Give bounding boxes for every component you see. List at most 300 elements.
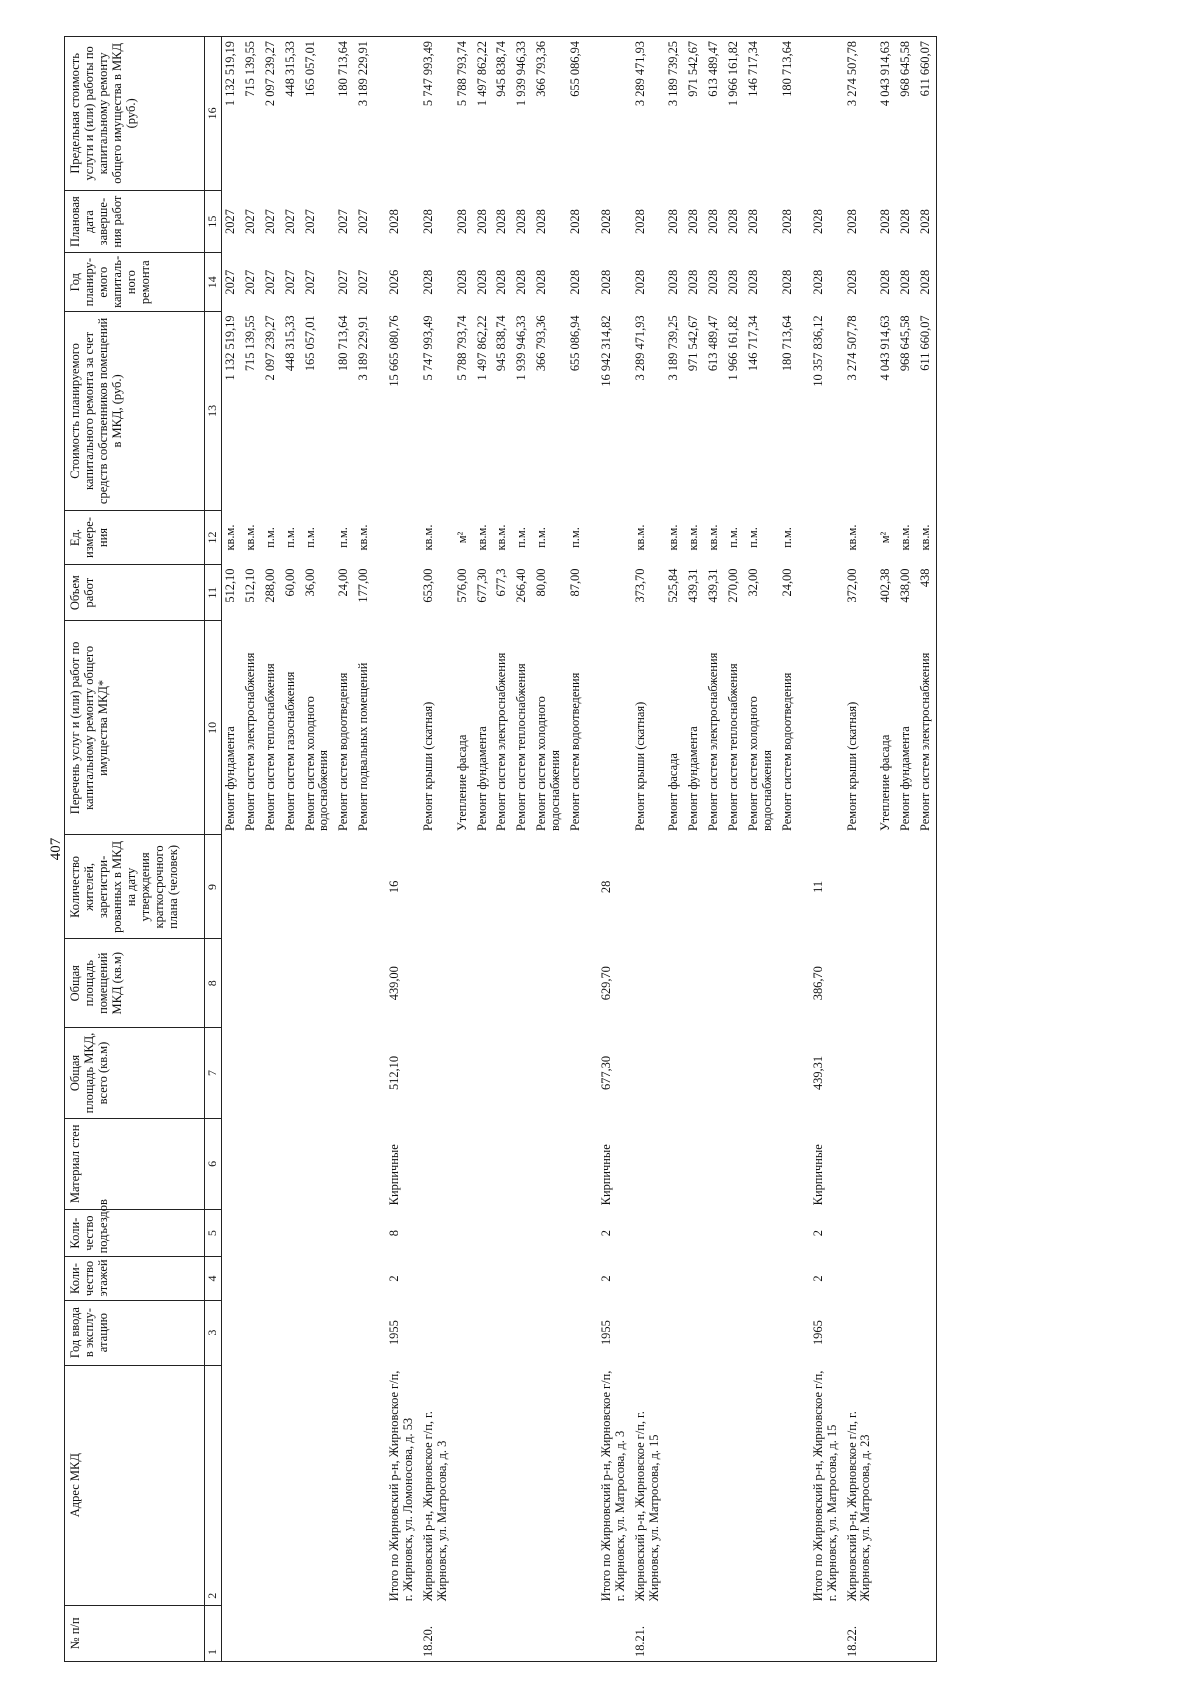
wall-material-cell — [261, 1118, 281, 1209]
commission-year-cell — [222, 1300, 241, 1365]
repair-year-cell: 2028 — [494, 269, 509, 295]
address-cell — [241, 1365, 261, 1605]
row-number-cell: 18.22. — [843, 1605, 877, 1661]
total-area-cell — [532, 1028, 566, 1119]
work-name-cell: Ремонт крыши (скатная) — [420, 701, 435, 831]
limit-cost-cell: 4 043 914,63 — [876, 37, 896, 191]
volume-cell: 439,31 — [686, 568, 701, 603]
total-area-cell: 512,10 — [387, 1055, 402, 1091]
table-row — [241, 37, 261, 1662]
commission-year-cell: 1955 — [598, 1320, 613, 1346]
unit-cell: п.м. — [336, 527, 351, 548]
planned-cost-cell: 1 966 161,82 — [726, 315, 741, 381]
premises-area-cell — [334, 939, 354, 1028]
unit-cell: п.м. — [282, 527, 297, 548]
floors-cell — [261, 1257, 281, 1300]
premises-area-cell: 439,00 — [387, 966, 402, 1001]
residents-cell — [281, 835, 301, 939]
limit-cost-cell: 3 189 739,25 — [664, 37, 684, 191]
commission-year-cell — [724, 1300, 744, 1365]
planned-cost-cell: 3 189 739,25 — [666, 315, 681, 381]
volume-cell: 288,00 — [262, 568, 277, 603]
premises-area-cell — [261, 939, 281, 1028]
header-floors: Коли-чество этажей — [65, 1257, 205, 1300]
residents-cell — [704, 835, 724, 939]
planned-cost-cell: 180 713,64 — [336, 315, 351, 372]
planned-cost-cell: 2 097 239,27 — [262, 315, 277, 381]
planned-cost-cell: 1 939 946,33 — [514, 315, 529, 381]
entrances-cell: 8 — [387, 1230, 402, 1237]
work-name-cell: Ремонт систем водоотведения — [568, 672, 583, 831]
wall-material-cell — [876, 1118, 896, 1209]
floors-cell — [684, 1257, 704, 1300]
premises-area-cell: 629,70 — [598, 966, 613, 1001]
wall-material-cell — [744, 1118, 778, 1209]
premises-area-cell — [916, 939, 936, 1028]
header-limit-cost: Предельная стоимость услуги и (или) работы по капитальному ремонту общего имущества в МКД (руб.) — [65, 37, 205, 191]
floors-cell — [896, 1257, 916, 1300]
wall-material-cell — [684, 1118, 704, 1209]
column-number: 8 — [205, 939, 222, 1028]
header-unit: Ед. измере-ния — [65, 510, 205, 564]
finish-date-cell: 2028 — [420, 209, 435, 234]
column-number: 12 — [205, 510, 222, 564]
work-name-cell: Ремонт систем холодного водоснабжения — [746, 696, 774, 831]
finish-date-cell: 2028 — [844, 209, 859, 234]
wall-material-cell: Кирпичные — [598, 1144, 613, 1206]
column-number: 10 — [205, 621, 222, 835]
table-row — [261, 37, 281, 1662]
row-number-cell — [896, 1605, 916, 1661]
repair-year-cell: 2028 — [878, 269, 893, 295]
repair-year-cell: 2028 — [514, 269, 529, 295]
row-number-cell — [473, 1605, 493, 1661]
table-row — [473, 37, 493, 1662]
entrances-cell — [222, 1209, 241, 1257]
floors-cell — [492, 1257, 512, 1300]
entrances-cell: 2 — [598, 1230, 613, 1237]
work-name-cell: Ремонт фундамента — [474, 726, 489, 831]
commission-year-cell — [566, 1300, 586, 1365]
repair-year-cell: 2028 — [454, 269, 469, 295]
planned-cost-cell: 4 043 914,63 — [878, 315, 893, 381]
finish-date-cell: 2027 — [336, 209, 351, 234]
work-name-cell: Ремонт фундамента — [686, 726, 701, 831]
finish-date-cell: 2027 — [262, 209, 277, 234]
floors-cell — [916, 1257, 936, 1300]
limit-cost-cell: 3 189 229,91 — [354, 37, 374, 191]
header-finish-date: Плановая дата заверше-ния работ — [65, 190, 205, 253]
residents-cell — [512, 835, 532, 939]
column-number: 16 — [205, 37, 222, 191]
volume-cell: 36,00 — [302, 568, 317, 597]
row-number-cell — [532, 1605, 566, 1661]
column-number: 9 — [205, 835, 222, 939]
table-header — [65, 37, 222, 1662]
limit-cost-cell: 5 788 793,74 — [453, 37, 473, 191]
work-name-cell — [374, 621, 419, 835]
residents-cell — [301, 835, 335, 939]
repair-year-cell: 2027 — [242, 269, 257, 295]
column-number: 13 — [205, 311, 222, 510]
unit-cell: кв.м. — [916, 510, 936, 564]
header-volume: Объем работ — [65, 565, 205, 621]
planned-cost-cell: 165 057,01 — [302, 315, 317, 372]
table-row — [896, 37, 916, 1662]
address-cell — [744, 1365, 778, 1605]
column-number: 6 — [205, 1118, 222, 1209]
unit-cell: м² — [454, 531, 469, 544]
volume-cell: 439,31 — [706, 568, 721, 603]
volume-cell: 80,00 — [534, 568, 549, 597]
finish-date-cell: 2028 — [779, 209, 794, 234]
commission-year-cell — [664, 1300, 684, 1365]
residents-cell — [916, 835, 936, 939]
planned-cost-cell: 5 747 993,49 — [420, 315, 435, 381]
address-cell — [261, 1365, 281, 1605]
premises-area-cell — [301, 939, 335, 1028]
planned-cost-cell: 1 132 519,19 — [223, 315, 237, 381]
address-cell — [876, 1365, 896, 1605]
repair-year-cell: 2028 — [844, 269, 859, 295]
floors-cell — [631, 1257, 665, 1300]
volume-cell: 24,00 — [779, 568, 794, 597]
header-repair-year: Год планиру-емого капиталь-ного ремонта — [65, 253, 205, 311]
limit-cost-cell: 3 274 507,78 — [843, 37, 877, 191]
unit-cell: кв.м. — [474, 524, 489, 551]
address-cell — [896, 1365, 916, 1605]
floors-cell: 2 — [810, 1275, 825, 1282]
unit-cell: кв.м. — [706, 524, 721, 551]
wall-material-cell — [354, 1118, 374, 1209]
entrances-cell — [744, 1209, 778, 1257]
finish-date-cell: 2028 — [454, 209, 469, 234]
commission-year-cell — [532, 1300, 566, 1365]
repair-year-cell: 2028 — [779, 269, 794, 295]
planned-cost-cell: 448 315,33 — [282, 315, 297, 372]
header-number: № п/п — [65, 1605, 205, 1661]
commission-year-cell — [492, 1300, 512, 1365]
address-cell: Жирновский р-н, Жирновское г/п, г. Жирновск, ул. Матросова, д. 23 — [844, 1411, 873, 1602]
premises-area-cell — [512, 939, 532, 1028]
row-number-cell — [566, 1605, 586, 1661]
repair-year-cell: 2026 — [387, 269, 402, 295]
capital-repair-table — [64, 36, 937, 1662]
row-number-cell — [241, 1605, 261, 1661]
row-number-cell — [374, 1605, 419, 1661]
finish-date-cell: 2028 — [878, 209, 893, 234]
floors-cell: 2 — [387, 1275, 402, 1282]
wall-material-cell — [778, 1118, 798, 1209]
volume-cell: 266,40 — [514, 568, 529, 603]
work-name-cell: Ремонт систем газоснабжения — [282, 671, 297, 831]
volume-cell: 677,30 — [474, 568, 489, 603]
entrances-cell — [492, 1209, 512, 1257]
unit-cell: п.м. — [746, 527, 761, 548]
residents-cell — [778, 835, 798, 939]
premises-area-cell — [354, 939, 374, 1028]
row-number-cell — [798, 1605, 843, 1661]
limit-cost-cell: 165 057,01 — [301, 37, 335, 191]
unit-cell: п.м. — [779, 527, 794, 548]
total-area-cell — [473, 1028, 493, 1119]
entrances-cell — [241, 1209, 261, 1257]
address-cell — [281, 1365, 301, 1605]
residents-cell: 16 — [387, 880, 402, 894]
repair-year-cell: 2028 — [474, 269, 489, 295]
total-area-cell — [724, 1028, 744, 1119]
address-cell — [354, 1365, 374, 1605]
residents-cell — [876, 835, 896, 939]
address-cell — [684, 1365, 704, 1605]
entrances-cell — [684, 1209, 704, 1257]
summary-row — [798, 37, 843, 1662]
wall-material-cell — [704, 1118, 724, 1209]
premises-area-cell — [419, 939, 453, 1028]
planned-cost-cell: 3 289 471,93 — [632, 315, 647, 381]
address-cell: Итого по Жирновский р-н, Жирновское г/п, г. Жирновск, ул. Матросова, д. 3 — [598, 1370, 627, 1602]
address-cell — [724, 1365, 744, 1605]
volume-cell: 512,10 — [242, 568, 257, 603]
address-cell — [301, 1365, 335, 1605]
planned-cost-cell: 146 717,34 — [746, 315, 761, 372]
volume-cell: 438 — [916, 565, 936, 621]
volume-cell: 24,00 — [336, 568, 351, 597]
work-name-cell: Ремонт крыши (скатная) — [632, 701, 647, 831]
floors-cell — [704, 1257, 724, 1300]
total-area-cell — [704, 1028, 724, 1119]
total-area-cell — [241, 1028, 261, 1119]
row-number-cell — [453, 1605, 473, 1661]
address-cell — [453, 1365, 473, 1605]
work-name-cell: Ремонт систем холодного водоснабжения — [534, 696, 563, 831]
total-area-cell — [301, 1028, 335, 1119]
total-area-cell — [566, 1028, 586, 1119]
commission-year-cell — [261, 1300, 281, 1365]
volume-cell: 525,84 — [666, 568, 681, 603]
commission-year-cell — [473, 1300, 493, 1365]
unit-cell: кв.м. — [494, 524, 509, 551]
total-area-cell — [843, 1028, 877, 1119]
residents-cell — [631, 835, 665, 939]
entrances-cell — [473, 1209, 493, 1257]
unit-cell: кв.м. — [632, 524, 647, 551]
summary-row — [586, 37, 631, 1662]
residents-cell — [664, 835, 684, 939]
limit-cost-cell: 180 713,64 — [334, 37, 354, 191]
table-row — [301, 37, 335, 1662]
planned-cost-cell: 1 497 862,22 — [474, 315, 489, 381]
column-number: 5 — [205, 1209, 222, 1257]
limit-cost-cell — [798, 37, 843, 191]
limit-cost-cell: 3 289 471,93 — [631, 37, 665, 191]
row-number-cell — [512, 1605, 532, 1661]
repair-year-cell: 2028 — [746, 269, 761, 295]
table-row — [631, 37, 665, 1662]
work-name-cell: Ремонт фундамента — [223, 726, 237, 831]
repair-year-cell: 2027 — [302, 269, 317, 295]
commission-year-cell: 1965 — [810, 1320, 825, 1346]
total-area-cell — [453, 1028, 473, 1119]
premises-area-cell — [684, 939, 704, 1028]
volume-cell: 60,00 — [282, 568, 297, 597]
row-number-cell — [724, 1605, 744, 1661]
floors-cell — [778, 1257, 798, 1300]
row-number-cell — [664, 1605, 684, 1661]
commission-year-cell — [453, 1300, 473, 1365]
floors-cell — [512, 1257, 532, 1300]
finish-date-cell: 2028 — [514, 209, 529, 234]
wall-material-cell — [916, 1118, 936, 1209]
commission-year-cell — [512, 1300, 532, 1365]
limit-cost-cell — [586, 37, 631, 191]
floors-cell — [354, 1257, 374, 1300]
commission-year-cell — [778, 1300, 798, 1365]
finish-date-cell: 2028 — [706, 209, 721, 234]
floors-cell — [281, 1257, 301, 1300]
work-name-cell: Утепление фасада — [878, 734, 893, 831]
repair-year-cell: 2028 — [632, 269, 647, 295]
unit-cell: кв.м. — [898, 524, 913, 551]
column-number: 2 — [205, 1365, 222, 1605]
finish-date-cell: 2027 — [242, 209, 257, 234]
commission-year-cell: 1955 — [387, 1320, 402, 1346]
total-area-cell: 677,30 — [598, 1055, 613, 1091]
residents-cell — [724, 835, 744, 939]
total-area-cell — [281, 1028, 301, 1119]
wall-material-cell — [419, 1118, 453, 1209]
unit-cell: кв.м. — [223, 524, 237, 551]
finish-date-cell: 2028 — [686, 209, 701, 234]
repair-year-cell: 2028 — [898, 269, 913, 295]
address-cell — [222, 1365, 241, 1605]
floors-cell — [453, 1257, 473, 1300]
commission-year-cell — [281, 1300, 301, 1365]
premises-area-cell — [473, 939, 493, 1028]
column-number: 3 — [205, 1300, 222, 1365]
column-number: 11 — [205, 565, 222, 621]
entrances-cell — [566, 1209, 586, 1257]
repair-year-cell: 2028 — [726, 269, 741, 295]
limit-cost-cell: 448 315,33 — [281, 37, 301, 191]
unit-cell: кв.м. — [420, 524, 435, 551]
finish-date-cell: 2028 — [746, 209, 761, 234]
table-row — [222, 37, 241, 1662]
finish-date-cell: 2028 — [494, 209, 509, 234]
premises-area-cell — [744, 939, 778, 1028]
repair-year-cell: 2028 — [916, 253, 936, 311]
header-premises-area: Общая площадь помещений МКД (кв.м) — [65, 939, 205, 1028]
premises-area-cell — [492, 939, 512, 1028]
wall-material-cell: Кирпичные — [387, 1144, 402, 1206]
planned-cost-cell: 16 942 314,82 — [598, 315, 613, 387]
header-address: Адрес МКД — [65, 1365, 205, 1605]
header-residents: Количество жителей, зарегистри-рованных в МКД на дату утверждения краткосрочного плана (человек) — [65, 835, 205, 939]
row-number-cell — [261, 1605, 281, 1661]
repair-year-cell: 2028 — [598, 269, 613, 295]
work-name-cell: Ремонт систем электроснабжения — [706, 652, 721, 831]
wall-material-cell — [281, 1118, 301, 1209]
volume-cell — [374, 565, 419, 621]
repair-year-cell: 2028 — [686, 269, 701, 295]
header-total-area: Общая площадь МКД, всего (кв.м) — [65, 1028, 205, 1119]
planned-cost-cell: 366 793,36 — [534, 315, 549, 372]
entrances-cell — [334, 1209, 354, 1257]
finish-date-cell: 2028 — [534, 209, 549, 234]
work-name-cell — [798, 621, 843, 835]
address-cell: Итого по Жирновский р-н, Жирновское г/п, г. Жирновск, ул. Ломоносова, д. 53 — [387, 1370, 416, 1602]
header-works-list: Перечень услуг и (или) работ по капитальному ремонту общего имущества МКД* — [65, 621, 205, 835]
table-row — [419, 37, 453, 1662]
limit-cost-cell: 971 542,67 — [684, 37, 704, 191]
table-row — [354, 37, 374, 1662]
limit-cost-cell: 1 497 862,22 — [473, 37, 493, 191]
finish-date-cell: 2028 — [598, 209, 613, 234]
entrances-cell — [419, 1209, 453, 1257]
work-name-cell: Ремонт систем электроснабжения — [242, 652, 257, 831]
planned-cost-cell: 971 542,67 — [686, 315, 701, 372]
total-area-cell — [896, 1028, 916, 1119]
floors-cell — [664, 1257, 684, 1300]
total-area-cell — [876, 1028, 896, 1119]
wall-material-cell — [241, 1118, 261, 1209]
commission-year-cell — [843, 1300, 877, 1365]
limit-cost-cell: 968 645,58 — [896, 37, 916, 191]
row-number-cell — [354, 1605, 374, 1661]
table-row — [334, 37, 354, 1662]
table-row — [704, 37, 724, 1662]
premises-area-cell — [453, 939, 473, 1028]
wall-material-cell: Кирпичные — [810, 1144, 825, 1206]
work-name-cell: Ремонт систем водоотведения — [336, 672, 351, 831]
floors-cell — [334, 1257, 354, 1300]
address-cell — [334, 1365, 354, 1605]
total-area-cell — [354, 1028, 374, 1119]
planned-cost-cell: 655 086,94 — [568, 315, 583, 372]
row-number-cell — [281, 1605, 301, 1661]
work-name-cell: Ремонт фасада — [666, 753, 681, 831]
total-area-cell — [684, 1028, 704, 1119]
row-number-cell: 18.21. — [631, 1605, 665, 1661]
entrances-cell — [453, 1209, 473, 1257]
finish-date-cell: 2028 — [666, 209, 681, 234]
floors-cell — [473, 1257, 493, 1300]
volume-cell: 32,00 — [746, 568, 761, 597]
column-number: 1 — [205, 1605, 222, 1661]
table-row — [453, 37, 473, 1662]
residents-cell — [453, 835, 473, 939]
unit-cell: п.м. — [534, 527, 549, 548]
commission-year-cell — [419, 1300, 453, 1365]
unit-cell: кв.м. — [844, 524, 859, 551]
row-number-cell — [916, 1605, 936, 1661]
unit-cell: кв.м. — [666, 524, 681, 551]
row-number-cell — [744, 1605, 778, 1661]
planned-cost-cell: 15 665 080,76 — [387, 315, 402, 387]
total-area-cell — [419, 1028, 453, 1119]
premises-area-cell — [566, 939, 586, 1028]
floors-cell — [222, 1257, 241, 1300]
premises-area-cell — [532, 939, 566, 1028]
table-row — [664, 37, 684, 1662]
floors-cell: 2 — [598, 1275, 613, 1282]
volume-cell: 512,10 — [223, 568, 237, 603]
commission-year-cell — [684, 1300, 704, 1365]
repair-year-cell: 2027 — [356, 269, 371, 295]
address-cell — [664, 1365, 684, 1605]
residents-cell — [261, 835, 281, 939]
residents-cell — [744, 835, 778, 939]
